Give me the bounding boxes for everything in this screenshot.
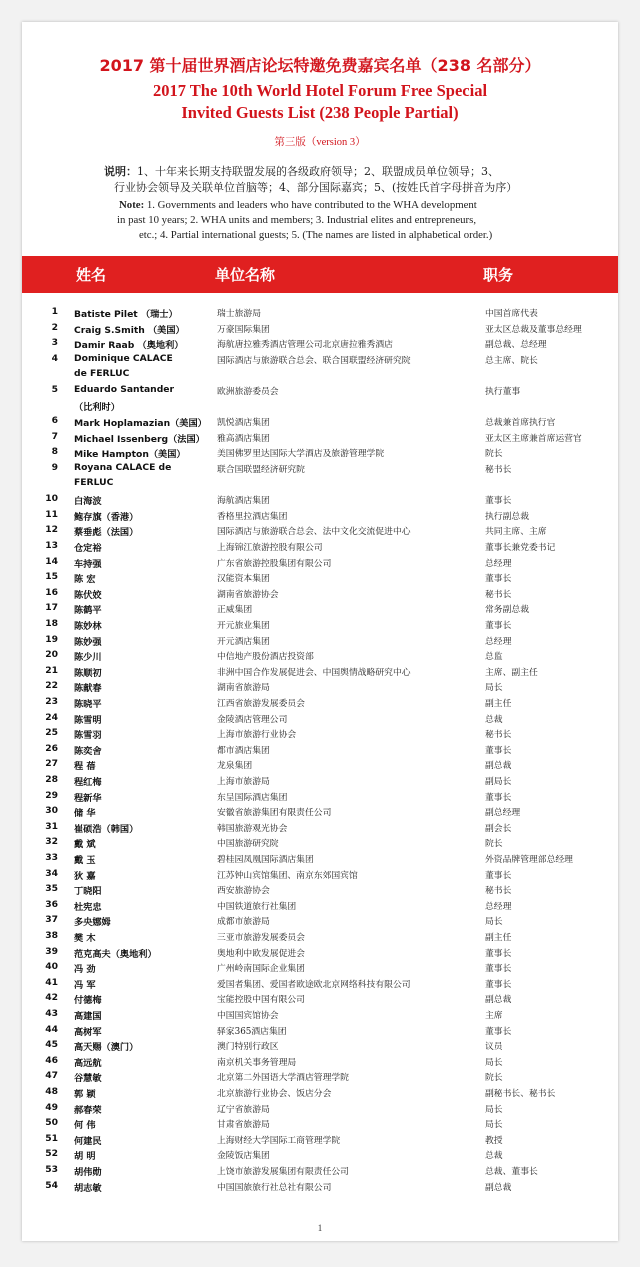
guest-position: 副秘书长、秘书长: [485, 1089, 556, 1099]
guest-organization: 海航唐拉雅秀酒店管理公司北京唐拉雅秀酒店: [217, 340, 393, 351]
guest-name: 樊 木: [74, 933, 96, 944]
guest-organization: 奥地利中欧发展促进会: [217, 948, 305, 959]
guest-name: 高树军: [74, 1026, 102, 1038]
table-row: [22, 930, 618, 945]
table-row: [22, 758, 618, 773]
guest-organization: 海航酒店集团: [217, 496, 270, 507]
guest-name: 冯 军: [74, 979, 96, 991]
guest-position: 总经理: [485, 636, 512, 647]
guest-name-continued: （比利时）: [74, 402, 120, 413]
guest-position: 总裁: [485, 714, 503, 725]
guest-name: 陈奕舍: [74, 745, 102, 757]
table-row: [22, 914, 618, 929]
table-row: [22, 1070, 618, 1085]
table-row: [22, 790, 618, 805]
table-row: [22, 602, 618, 617]
table-row: [22, 634, 618, 649]
guest-position: 董事长: [485, 1026, 512, 1037]
guest-position: 亚太区总裁及董事总经理: [485, 324, 582, 335]
guest-organization: 国际酒店与旅游联合总会、联合国联盟经济研究院: [217, 355, 411, 366]
guest-position: 董事长: [485, 745, 512, 756]
guest-organization: 瑞士旅游局: [217, 309, 261, 319]
guest-organization: 安徽省旅游集团有限责任公司: [217, 808, 332, 819]
table-row: [22, 680, 618, 695]
row-number: 13: [45, 540, 58, 551]
guest-organization: 驿家365酒店集团: [217, 1026, 287, 1037]
row-number: 3: [51, 337, 58, 349]
guest-organization: 中国旅游研究院: [217, 839, 279, 850]
guest-name: 陈鹤平: [74, 605, 102, 617]
guest-organization: 非洲中国合作发展促进会、中国舆情战略研究中心: [217, 667, 411, 678]
row-number: 48: [45, 1086, 58, 1097]
guest-position: 外资品牌管理部总经理: [485, 855, 573, 865]
guest-name: 崔硕浩（韩国）: [74, 823, 139, 835]
guest-name: 郭 颖: [74, 1089, 96, 1100]
row-number: 5: [51, 384, 58, 395]
guest-name: 胡伟勋: [74, 1167, 102, 1178]
guest-name: 陈妙林: [74, 621, 102, 632]
row-number: 21: [45, 664, 58, 676]
table-row: [22, 352, 618, 379]
guest-organization: 上海市旅游局: [217, 777, 270, 787]
table-row: [22, 899, 618, 914]
note-english-text1: 1. Governments and leaders who have contributed to the WHA development: [144, 199, 477, 211]
guest-name: 胡 明: [74, 1151, 96, 1163]
table-row: [22, 384, 618, 413]
guest-organization: 南京机关事务管理局: [217, 1057, 297, 1068]
note-english-line1: [119, 198, 477, 213]
guest-name: 陈 宏: [74, 574, 96, 586]
row-number: 20: [45, 649, 58, 661]
guest-organization: 北京旅游行业协会、饭店分会: [217, 1089, 332, 1099]
guest-name: 陈妙强: [74, 636, 102, 648]
guest-organization: 上海市旅游行业协会: [217, 730, 297, 741]
guest-organization: 东呈国际酒店集团: [217, 792, 288, 803]
guest-position: 董事长: [485, 948, 512, 959]
row-number: 49: [45, 1101, 58, 1113]
guest-name: Royana CALACE de: [74, 462, 172, 473]
guest-name-continued: FERLUC: [74, 477, 114, 488]
column-header-position: 职务: [483, 266, 514, 284]
guest-name: 高天赐（澳门）: [74, 1042, 139, 1054]
row-number: 18: [45, 618, 58, 629]
guest-position: 院长: [485, 839, 503, 850]
guest-organization: 湖南省旅游局: [217, 683, 270, 694]
row-number: 39: [45, 945, 58, 957]
row-number: 22: [45, 680, 58, 692]
table-header: [22, 256, 618, 293]
guest-organization: 广州岭南国际企业集团: [217, 964, 305, 975]
guest-name: 程新华: [74, 792, 102, 804]
table-row: [22, 509, 618, 524]
guest-organization: 爱国者集团、爱国者欧途欧北京网络科技有限公司: [217, 979, 411, 990]
document-page: [22, 22, 618, 1241]
row-number: 2: [51, 321, 58, 333]
guest-position: 执行副总裁: [485, 511, 529, 522]
table-row: [22, 696, 618, 711]
guest-organization: 金陵饭店集团: [217, 1151, 270, 1162]
table-row: [22, 337, 618, 352]
row-number: 52: [45, 1148, 58, 1160]
guest-position: 总主席、院长: [485, 355, 538, 366]
guest-position: 董事长: [485, 574, 512, 585]
row-number: 43: [45, 1008, 58, 1019]
guest-organization: 中国铁道旅行社集团: [217, 901, 297, 912]
column-header-name: 姓名: [76, 266, 107, 284]
guest-position: 中国首席代表: [485, 309, 538, 319]
guest-name: 陈少川: [74, 652, 102, 664]
row-number: 6: [51, 415, 58, 427]
row-number: 34: [45, 867, 58, 879]
version-label: 第三版（version 3）: [274, 137, 366, 148]
guest-position: 执行董事: [485, 387, 521, 397]
row-number: 38: [45, 930, 58, 941]
table-row: [22, 1117, 618, 1132]
guest-position: 局长: [485, 683, 503, 694]
table-row: [22, 1039, 618, 1054]
guest-organization: 凯悦酒店集团: [217, 418, 270, 429]
guest-name: 郝春荣: [74, 1104, 102, 1116]
row-number: 40: [45, 961, 58, 973]
guest-organization: 国际酒店与旅游联合总会、法中文化交流促进中心: [217, 527, 411, 538]
row-number: 51: [45, 1132, 58, 1144]
guest-position: 亚太区主席兼首席运营官: [485, 433, 582, 444]
table-row: [22, 868, 618, 883]
guest-organization: 甘肃省旅游局: [217, 1120, 270, 1131]
guest-name: Mike Hampton（美国）: [74, 449, 186, 461]
row-number: 25: [45, 727, 58, 739]
table-row: [22, 571, 618, 586]
table-row: [22, 462, 618, 488]
row-number: 16: [45, 586, 58, 598]
row-number: 47: [45, 1070, 58, 1082]
guest-name: 范克高夫（奥地利）: [74, 948, 157, 960]
guest-organization: 香格里拉酒店集团: [217, 511, 288, 522]
guest-organization: 广东省旅游控股集团有限公司: [217, 558, 332, 569]
guest-organization: 辽宁省旅游局: [217, 1104, 270, 1115]
guest-position: 秘书长: [485, 730, 512, 741]
guest-organization: 上海锦江旅游控股有限公司: [217, 543, 323, 553]
row-number: 19: [45, 633, 58, 645]
guest-organization: 开元旅业集团: [217, 621, 270, 631]
guest-organization: 碧桂园凤凰国际酒店集团: [217, 855, 314, 865]
guest-position: 教授: [485, 1135, 503, 1146]
table-row: [22, 946, 618, 961]
guest-position: 董事长: [485, 792, 512, 803]
table-row: [22, 415, 618, 430]
row-number: 11: [45, 508, 58, 520]
guest-position: 董事长: [485, 621, 512, 631]
guest-name: 蔡垂彪（法国）: [74, 527, 139, 539]
guest-position: 秘书长: [485, 465, 512, 475]
guest-name: 何 伟: [74, 1120, 96, 1132]
row-number: 32: [45, 836, 58, 848]
guest-organization: 联合国联盟经济研究院: [217, 465, 305, 475]
row-number: 44: [45, 1023, 58, 1035]
guest-name: 鲍存旗（香港）: [74, 511, 139, 523]
row-number: 37: [45, 914, 58, 926]
guest-position: 总裁: [485, 1151, 503, 1162]
guest-position: 总裁兼首席执行官: [485, 418, 556, 429]
guest-position: 董事长兼党委书记: [485, 543, 556, 553]
page-number: 1: [317, 1223, 323, 1233]
guest-position: 秘书长: [485, 886, 512, 897]
guest-name: 陈伏姣: [74, 589, 102, 601]
column-header-organization: 单位名称: [215, 266, 276, 284]
guest-organization: 都市酒店集团: [217, 745, 270, 756]
note-english-line3: etc.; 4. Partial international guests; 5. (The names are listed in alphabetical order.): [139, 229, 493, 241]
guest-organization: 万豪国际集团: [217, 324, 270, 335]
guest-name: 高远航: [74, 1057, 102, 1069]
guest-name: 程红梅: [74, 777, 102, 788]
guest-position: 议员: [485, 1042, 503, 1053]
guest-organization: 西安旅游协会: [217, 886, 270, 897]
guest-name: 狄 嘉: [74, 870, 96, 882]
note-english-label: Note:: [119, 199, 145, 211]
table-row: [22, 961, 618, 976]
guest-name: 车持强: [74, 558, 102, 570]
guest-name: 白海波: [74, 496, 102, 508]
note-chinese-label: 说明：: [104, 165, 137, 178]
guest-position: 副会长: [485, 823, 512, 834]
row-number: 36: [45, 898, 58, 910]
row-number: 33: [45, 852, 58, 863]
guest-organization: 三亚市旅游发展委员会: [217, 933, 305, 943]
table-row: [22, 446, 618, 461]
row-number: 17: [45, 602, 58, 614]
guest-name: 储 华: [74, 808, 96, 820]
guest-position: 秘书长: [485, 589, 512, 600]
guest-position: 副总裁: [485, 1182, 512, 1193]
guest-name: 陈雪明: [74, 714, 102, 726]
guest-position: 董事长: [485, 496, 512, 507]
guest-name: 冯 劲: [74, 964, 96, 976]
table-row: [22, 587, 618, 602]
table-row: [22, 1180, 618, 1195]
guest-organization: 韩国旅游观光协会: [217, 823, 288, 834]
guest-name: 多央娜姆: [74, 917, 111, 929]
guest-name: 谷慧敏: [74, 1073, 102, 1085]
guest-name: Michael Issenberg（法国）: [74, 433, 205, 445]
guest-organization: 上海财经大学国际工商管理学院: [217, 1135, 341, 1146]
guest-organization: 开元酒店集团: [217, 636, 270, 647]
guest-organization: 中信地产股份酒店投资部: [217, 652, 314, 663]
row-number: 31: [45, 820, 58, 832]
row-number: 45: [45, 1039, 58, 1051]
guest-position: 总经理: [485, 558, 512, 569]
title-chinese: 2017 第十届世界酒店论坛特邀免费嘉宾名单（238 名部分）: [99, 56, 541, 75]
table-row: [22, 1086, 618, 1101]
guest-name: Mark Hoplamazian（美国）: [74, 418, 207, 430]
table-row: [22, 431, 618, 446]
guest-name: Dominique CALACE: [74, 352, 173, 364]
guest-organization: 龙泉集团: [217, 761, 253, 772]
guest-position: 副总裁: [485, 995, 512, 1006]
guest-position: 总裁、董事长: [485, 1167, 538, 1177]
table-row: [22, 1024, 618, 1039]
table-row: [22, 977, 618, 992]
guest-name: Craig S.Smith （美国）: [74, 324, 185, 336]
row-number: 15: [45, 571, 58, 583]
guest-position: 副主任: [485, 699, 512, 709]
guest-position: 副总经理: [485, 808, 521, 819]
table-row: [22, 493, 618, 508]
guest-organization: 中国国旅旅行社总社有限公司: [217, 1182, 332, 1193]
guest-name: 高建国: [74, 1011, 102, 1022]
table-row: [22, 883, 618, 898]
guest-name: Eduardo Santander: [74, 384, 175, 395]
guest-position: 院长: [485, 449, 503, 460]
guest-organization: 金陵酒店管理公司: [217, 714, 288, 725]
table-row: [22, 540, 618, 555]
guest-name: 陈晓平: [74, 699, 102, 710]
guest-position: 董事长: [485, 964, 512, 975]
guest-name: Damir Raab （奥地利）: [74, 340, 184, 352]
row-number: 23: [45, 696, 58, 707]
row-number: 35: [45, 883, 58, 895]
guest-organization: 澳门特别行政区: [217, 1042, 279, 1053]
guest-position: 总监: [485, 652, 503, 663]
table-row: [22, 322, 618, 337]
guest-organization: 宝能控股中国有限公司: [217, 995, 305, 1006]
table-row: [22, 743, 618, 758]
guest-organization: 雅高酒店集团: [217, 433, 270, 444]
guest-position: 总经理: [485, 901, 512, 912]
guest-position: 主席: [485, 1011, 503, 1021]
table-row: [22, 727, 618, 742]
guest-organization: 江苏钟山宾馆集团、南京东郊国宾馆: [217, 870, 358, 881]
table-row: [22, 1008, 618, 1023]
row-number: 10: [45, 493, 58, 505]
guest-name: 程 蓓: [74, 761, 96, 773]
row-number: 29: [45, 789, 58, 801]
table-row: [22, 852, 618, 867]
guest-organization: 欧洲旅游委员会: [217, 387, 279, 397]
guest-organization: 正威集团: [217, 605, 253, 616]
table-row: [22, 1148, 618, 1163]
table-row: [22, 1133, 618, 1148]
title-english-line2: Invited Guests List (238 People Partial): [181, 103, 459, 122]
guest-name: 戴 玉: [74, 855, 96, 866]
guest-position: 副局长: [485, 777, 512, 787]
row-number: 42: [45, 992, 58, 1004]
guest-name: 付德梅: [74, 995, 102, 1007]
guest-organization: 北京第二外国语大学酒店管理学院: [217, 1073, 349, 1084]
guest-position: 局长: [485, 1120, 503, 1131]
guest-organization: 湖南省旅游协会: [217, 589, 279, 600]
guest-position: 局长: [485, 1104, 503, 1115]
table-row: [22, 618, 618, 633]
guest-name: 陈献春: [74, 683, 102, 695]
table-row: [22, 836, 618, 851]
row-number: 8: [51, 446, 58, 458]
guest-position: 副总裁: [485, 761, 512, 772]
guest-name-continued: de FERLUC: [74, 367, 130, 379]
guest-name: 杜宪忠: [74, 901, 102, 913]
row-number: 7: [51, 430, 58, 442]
row-number: 4: [51, 352, 58, 364]
row-number: 27: [45, 758, 58, 770]
guest-position: 共同主席、主席: [485, 527, 547, 538]
guest-position: 主席、副主任: [485, 667, 538, 678]
title-english-line1: 2017 The 10th World Hotel Forum Free Special: [152, 81, 488, 100]
guest-organization: 上饶市旅游发展集团有限责任公司: [217, 1167, 349, 1177]
table-row: [22, 821, 618, 836]
table-row: [22, 665, 618, 680]
table-row: [22, 649, 618, 664]
table-row: [22, 805, 618, 820]
guest-name: 戴 斌: [74, 839, 96, 851]
guest-name: 陈顺初: [74, 667, 102, 679]
row-number: 46: [45, 1054, 58, 1066]
row-number: 12: [45, 524, 58, 536]
row-number: 24: [45, 711, 58, 723]
note-chinese-line1: [104, 164, 544, 180]
table-row: [22, 712, 618, 727]
guest-organization: 美国佛罗里达国际大学酒店及旅游管理学院: [217, 449, 385, 460]
guest-name: 胡志敏: [74, 1182, 102, 1194]
guest-position: 副总裁、总经理: [485, 340, 547, 351]
table-row: [22, 306, 618, 321]
row-number: 14: [45, 555, 58, 567]
table-row: [22, 1055, 618, 1070]
row-number: 28: [45, 774, 58, 785]
guest-position: 常务副总裁: [485, 605, 529, 616]
guest-position: 副主任: [485, 933, 512, 943]
guest-position: 院长: [485, 1073, 503, 1084]
guest-position: 董事长: [485, 870, 512, 881]
guest-organization: 中国国宾馆协会: [217, 1011, 279, 1021]
row-number: 53: [45, 1164, 58, 1175]
note-english-line2: in past 10 years; 2. WHA units and members; 3. Industrial elites and entrepreneurs,: [117, 214, 477, 226]
table-row: [22, 774, 618, 789]
guest-position: 局长: [485, 1057, 503, 1068]
table-row: [22, 556, 618, 571]
note-chinese-text1: 1、十年来长期支持联盟发展的各级政府领导；2、联盟成员单位领导；3、: [137, 165, 499, 178]
row-number: 26: [45, 742, 58, 754]
row-number: 30: [45, 805, 58, 817]
guest-organization: 成都市旅游局: [217, 917, 270, 928]
guest-name: Batiste Pilet （瑞士）: [74, 309, 178, 320]
guest-name: 何建民: [74, 1135, 102, 1147]
guest-position: 董事长: [485, 979, 512, 990]
row-number: 54: [45, 1179, 58, 1191]
table-row: [22, 1164, 618, 1179]
guest-name: 陈雪羽: [74, 730, 102, 742]
guest-name: 仓定裕: [74, 543, 102, 554]
row-number: 41: [45, 976, 58, 988]
table-row: [22, 992, 618, 1007]
table-row: [22, 524, 618, 539]
guest-organization: 江西省旅游发展委员会: [217, 699, 305, 709]
row-number: 50: [45, 1117, 58, 1129]
guest-position: 局长: [485, 917, 503, 928]
guest-name: 丁晓阳: [74, 886, 102, 898]
row-number: 9: [51, 462, 58, 473]
note-chinese-line2: 行业协会领导及关联单位首脑等；4、部分国际嘉宾；5、(按姓氏首字母拼音为序）: [114, 181, 518, 194]
table-row: [22, 1102, 618, 1117]
guest-organization: 汉能资本集团: [217, 574, 270, 585]
row-number: 1: [51, 306, 58, 317]
